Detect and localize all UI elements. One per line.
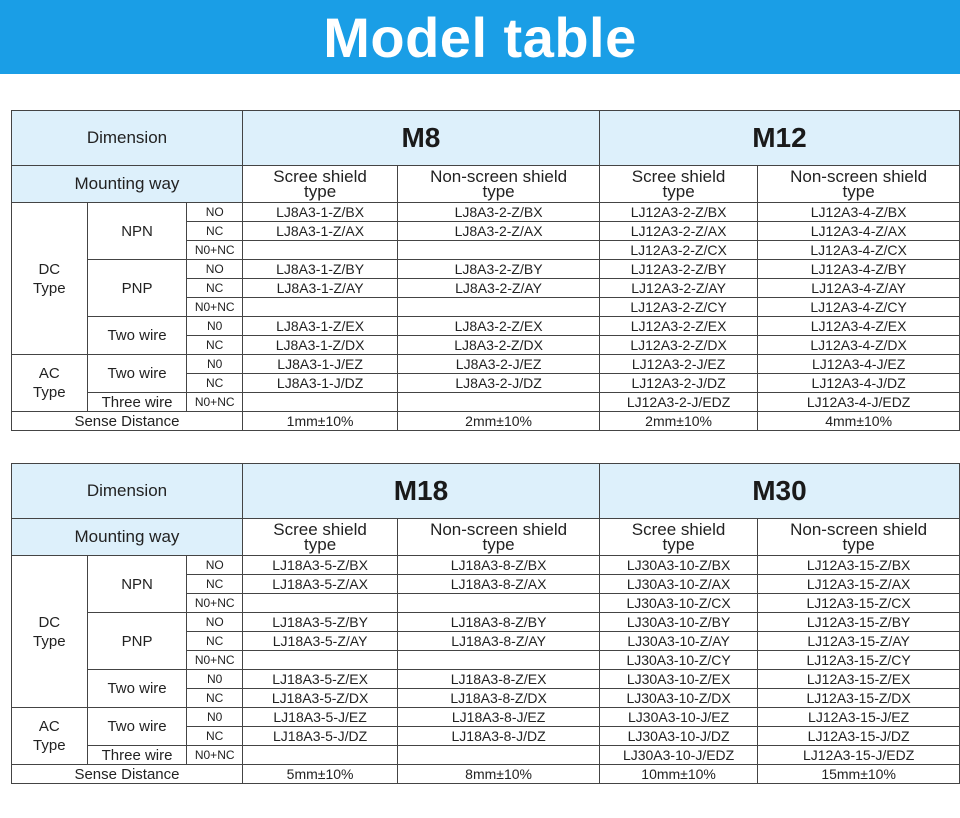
model-number-cell: LJ18A3-8-Z/BX xyxy=(398,556,600,575)
label-line-2: type xyxy=(842,535,875,554)
model-table-1 xyxy=(11,110,960,431)
pnp-label: PNP xyxy=(87,613,187,670)
label-line-2: type xyxy=(662,535,695,554)
output-type-label: NC xyxy=(187,222,242,241)
model-number-cell: LJ8A3-2-Z/AX xyxy=(398,222,600,241)
output-type-label: N0 xyxy=(187,708,242,727)
page-title: Model table xyxy=(323,5,637,69)
table-row xyxy=(12,556,960,575)
label-line-1: AC xyxy=(38,718,60,735)
model-number-cell: LJ12A3-4-Z/DX xyxy=(758,336,960,355)
dimension-label: Dimension xyxy=(12,111,243,166)
two-wire-label: Two wire xyxy=(87,670,187,708)
output-type-label: NO xyxy=(187,613,242,632)
sense-distance-value: 15mm±10% xyxy=(758,765,960,784)
model-number-cell xyxy=(398,298,600,317)
model-number-cell: LJ18A3-8-Z/BY xyxy=(398,613,600,632)
output-type-label: N0+NC xyxy=(187,651,242,670)
output-type-label: NC xyxy=(187,374,242,393)
model-number-cell: LJ18A3-5-Z/AY xyxy=(242,632,397,651)
label-line-1: Scree shield xyxy=(273,520,367,539)
table-row xyxy=(12,670,960,689)
label-line-2: type xyxy=(662,182,695,201)
dc-type-label xyxy=(12,203,88,355)
output-type-label: N0+NC xyxy=(187,241,242,260)
model-number-cell: LJ12A3-2-J/EZ xyxy=(599,355,757,374)
output-type-label: NC xyxy=(187,336,242,355)
label-line-2: type xyxy=(842,182,875,201)
ac-type-label xyxy=(12,708,88,765)
model-number-cell xyxy=(398,594,600,613)
model-number-cell xyxy=(398,746,600,765)
mounting-way-label: Mounting way xyxy=(12,166,243,203)
two-wire-label: Two wire xyxy=(87,708,187,746)
label-line-1: DC xyxy=(38,613,61,631)
size-header: M12 xyxy=(599,111,959,166)
model-number-cell: LJ18A3-5-Z/BX xyxy=(242,556,397,575)
output-type-label: NC xyxy=(187,689,242,708)
model-number-cell: LJ12A3-4-J/EZ xyxy=(758,355,960,374)
label-line-2: Type xyxy=(33,279,66,297)
sense-distance-label: Sense Distance xyxy=(12,765,243,784)
output-type-label: NO xyxy=(187,556,242,575)
table-row xyxy=(12,317,960,336)
model-number-cell: LJ12A3-2-Z/EX xyxy=(599,317,757,336)
model-number-cell xyxy=(242,241,397,260)
model-number-cell: LJ8A3-2-Z/DX xyxy=(398,336,600,355)
model-number-cell: LJ18A3-8-J/EZ xyxy=(398,708,600,727)
label-line-2: Type xyxy=(33,737,66,754)
size-header: M30 xyxy=(599,464,959,519)
model-number-cell xyxy=(242,594,397,613)
label-line-2: type xyxy=(482,535,515,554)
model-number-cell: LJ12A3-2-Z/DX xyxy=(599,336,757,355)
model-number-cell: LJ12A3-2-Z/BX xyxy=(599,203,757,222)
sense-distance-value: 2mm±10% xyxy=(599,412,757,431)
model-number-cell: LJ12A3-15-Z/AY xyxy=(758,632,960,651)
output-type-label: N0 xyxy=(187,670,242,689)
model-number-cell: LJ18A3-5-Z/AX xyxy=(242,575,397,594)
dc-type-label xyxy=(12,556,88,708)
model-number-cell: LJ30A3-10-Z/EX xyxy=(599,670,757,689)
model-number-cell xyxy=(398,393,600,412)
output-type-label: N0+NC xyxy=(187,298,242,317)
output-type-label: NC xyxy=(187,727,242,746)
model-number-cell: LJ18A3-5-Z/DX xyxy=(242,689,397,708)
model-number-cell: LJ8A3-1-J/EZ xyxy=(242,355,397,374)
model-number-cell: LJ12A3-4-Z/BY xyxy=(758,260,960,279)
model-number-cell xyxy=(242,393,397,412)
model-number-cell: LJ18A3-8-Z/AX xyxy=(398,575,600,594)
label-line-2: type xyxy=(304,182,337,201)
model-number-cell: LJ12A3-15-J/DZ xyxy=(758,727,960,746)
label-line-2: type xyxy=(304,535,337,554)
model-number-cell: LJ8A3-2-Z/BY xyxy=(398,260,600,279)
model-number-cell: LJ12A3-15-Z/CY xyxy=(758,651,960,670)
model-number-cell: LJ8A3-2-Z/AY xyxy=(398,279,600,298)
label-line-1: AC xyxy=(38,365,60,382)
label-line-1: Scree shield xyxy=(631,167,726,186)
model-number-cell xyxy=(242,746,397,765)
model-number-cell: LJ8A3-2-Z/EX xyxy=(398,317,600,336)
npn-label: NPN xyxy=(87,556,187,613)
sense-distance-value: 4mm±10% xyxy=(758,412,960,431)
column-header xyxy=(599,519,757,556)
model-number-cell: LJ12A3-4-J/DZ xyxy=(758,374,960,393)
three-wire-label: Three wire xyxy=(87,393,187,412)
three-wire-label: Three wire xyxy=(87,746,187,765)
model-number-cell: LJ12A3-4-Z/EX xyxy=(758,317,960,336)
model-number-cell: LJ12A3-15-Z/CX xyxy=(758,594,960,613)
size-header: M18 xyxy=(242,464,599,519)
output-type-label: NC xyxy=(187,279,242,298)
column-header xyxy=(758,519,960,556)
model-number-cell: LJ30A3-10-Z/AY xyxy=(599,632,757,651)
model-number-cell: LJ30A3-10-J/DZ xyxy=(599,727,757,746)
label-line-1: Scree shield xyxy=(631,520,726,539)
model-number-cell: LJ18A3-5-J/DZ xyxy=(242,727,397,746)
model-number-cell: LJ8A3-2-Z/BX xyxy=(398,203,600,222)
model-number-cell: LJ12A3-15-Z/DX xyxy=(758,689,960,708)
model-number-cell: LJ12A3-2-Z/CX xyxy=(599,241,757,260)
model-number-cell: LJ12A3-4-Z/CX xyxy=(758,241,960,260)
label-line-1: DC xyxy=(38,260,61,278)
model-number-cell: LJ12A3-4-Z/BX xyxy=(758,203,960,222)
model-number-cell xyxy=(242,651,397,670)
model-number-cell: LJ12A3-15-Z/AX xyxy=(758,575,960,594)
model-number-cell: LJ12A3-15-Z/BX xyxy=(758,556,960,575)
model-number-cell: LJ12A3-4-J/EDZ xyxy=(758,393,960,412)
label-line-2: Type xyxy=(33,632,66,650)
model-number-cell: LJ8A3-2-J/EZ xyxy=(398,355,600,374)
model-number-cell: LJ18A3-5-J/EZ xyxy=(242,708,397,727)
table-row xyxy=(12,203,960,222)
model-number-cell: LJ18A3-8-Z/DX xyxy=(398,689,600,708)
model-number-cell: LJ8A3-1-Z/DX xyxy=(242,336,397,355)
model-number-cell xyxy=(398,651,600,670)
output-type-label: NC xyxy=(187,575,242,594)
model-number-cell: LJ12A3-2-J/DZ xyxy=(599,374,757,393)
model-number-cell: LJ12A3-2-Z/AY xyxy=(599,279,757,298)
label-line-1: Non-screen shield xyxy=(430,167,568,186)
output-type-label: N0 xyxy=(187,355,242,374)
output-type-label: NC xyxy=(187,632,242,651)
column-header xyxy=(398,519,600,556)
table-row xyxy=(12,746,960,765)
label-line-2: type xyxy=(482,182,515,201)
label-line-2: Type xyxy=(33,384,66,401)
model-number-cell xyxy=(398,241,600,260)
model-number-cell: LJ30A3-10-Z/DX xyxy=(599,689,757,708)
output-type-label: N0 xyxy=(187,317,242,336)
output-type-label: N0+NC xyxy=(187,746,242,765)
model-number-cell: LJ12A3-4-Z/CY xyxy=(758,298,960,317)
model-number-cell: LJ30A3-10-Z/BY xyxy=(599,613,757,632)
output-type-label: N0+NC xyxy=(187,393,242,412)
output-type-label: NO xyxy=(187,260,242,279)
table-row xyxy=(12,355,960,374)
model-number-cell: LJ8A3-1-Z/EX xyxy=(242,317,397,336)
column-header xyxy=(758,166,960,203)
sense-distance-label: Sense Distance xyxy=(12,412,243,431)
model-number-cell: LJ12A3-2-Z/AX xyxy=(599,222,757,241)
table-row xyxy=(12,393,960,412)
column-header xyxy=(398,166,600,203)
model-number-cell: LJ8A3-1-Z/BY xyxy=(242,260,397,279)
output-type-label: N0+NC xyxy=(187,594,242,613)
sense-distance-value: 10mm±10% xyxy=(599,765,757,784)
ac-type-label xyxy=(12,355,88,412)
model-number-cell: LJ18A3-5-Z/EX xyxy=(242,670,397,689)
model-number-cell: LJ12A3-4-Z/AX xyxy=(758,222,960,241)
model-number-cell: LJ30A3-10-J/EZ xyxy=(599,708,757,727)
model-number-cell: LJ18A3-5-Z/BY xyxy=(242,613,397,632)
dimension-label: Dimension xyxy=(12,464,243,519)
model-number-cell: LJ8A3-1-Z/AX xyxy=(242,222,397,241)
model-number-cell: LJ30A3-10-J/EDZ xyxy=(599,746,757,765)
model-number-cell xyxy=(242,298,397,317)
two-wire-label: Two wire xyxy=(87,317,187,355)
sense-distance-value: 1mm±10% xyxy=(242,412,397,431)
sense-distance-value: 2mm±10% xyxy=(398,412,600,431)
model-number-cell: LJ18A3-8-J/DZ xyxy=(398,727,600,746)
label-line-1: Non-screen shield xyxy=(790,167,928,186)
model-number-cell: LJ12A3-4-Z/AY xyxy=(758,279,960,298)
model-number-cell: LJ30A3-10-Z/AX xyxy=(599,575,757,594)
model-number-cell: LJ12A3-15-Z/BY xyxy=(758,613,960,632)
model-number-cell: LJ8A3-1-J/DZ xyxy=(242,374,397,393)
model-number-cell: LJ30A3-10-Z/CY xyxy=(599,651,757,670)
model-number-cell: LJ8A3-1-Z/AY xyxy=(242,279,397,298)
pnp-label: PNP xyxy=(87,260,187,317)
column-header xyxy=(599,166,757,203)
table-row xyxy=(12,613,960,632)
model-table-2 xyxy=(11,463,960,784)
two-wire-label: Two wire xyxy=(87,355,187,393)
model-number-cell: LJ12A3-2-J/EDZ xyxy=(599,393,757,412)
output-type-label: NO xyxy=(187,203,242,222)
table-row xyxy=(12,708,960,727)
sense-distance-value: 8mm±10% xyxy=(398,765,600,784)
model-number-cell: LJ12A3-15-J/EDZ xyxy=(758,746,960,765)
model-number-cell: LJ30A3-10-Z/BX xyxy=(599,556,757,575)
label-line-1: Non-screen shield xyxy=(790,520,928,539)
title-banner xyxy=(0,0,960,74)
mounting-way-label: Mounting way xyxy=(12,519,243,556)
model-number-cell: LJ12A3-2-Z/CY xyxy=(599,298,757,317)
model-number-cell: LJ8A3-1-Z/BX xyxy=(242,203,397,222)
model-number-cell: LJ18A3-8-Z/EX xyxy=(398,670,600,689)
model-number-cell: LJ8A3-2-J/DZ xyxy=(398,374,600,393)
label-line-1: Non-screen shield xyxy=(430,520,568,539)
column-header xyxy=(242,519,397,556)
model-number-cell: LJ12A3-15-J/EZ xyxy=(758,708,960,727)
sense-distance-value: 5mm±10% xyxy=(242,765,397,784)
model-number-cell: LJ12A3-15-Z/EX xyxy=(758,670,960,689)
column-header xyxy=(242,166,397,203)
model-number-cell: LJ18A3-8-Z/AY xyxy=(398,632,600,651)
label-line-1: Scree shield xyxy=(273,167,367,186)
model-number-cell: LJ30A3-10-Z/CX xyxy=(599,594,757,613)
size-header: M8 xyxy=(242,111,599,166)
model-number-cell: LJ12A3-2-Z/BY xyxy=(599,260,757,279)
table-row xyxy=(12,260,960,279)
npn-label: NPN xyxy=(87,203,187,260)
